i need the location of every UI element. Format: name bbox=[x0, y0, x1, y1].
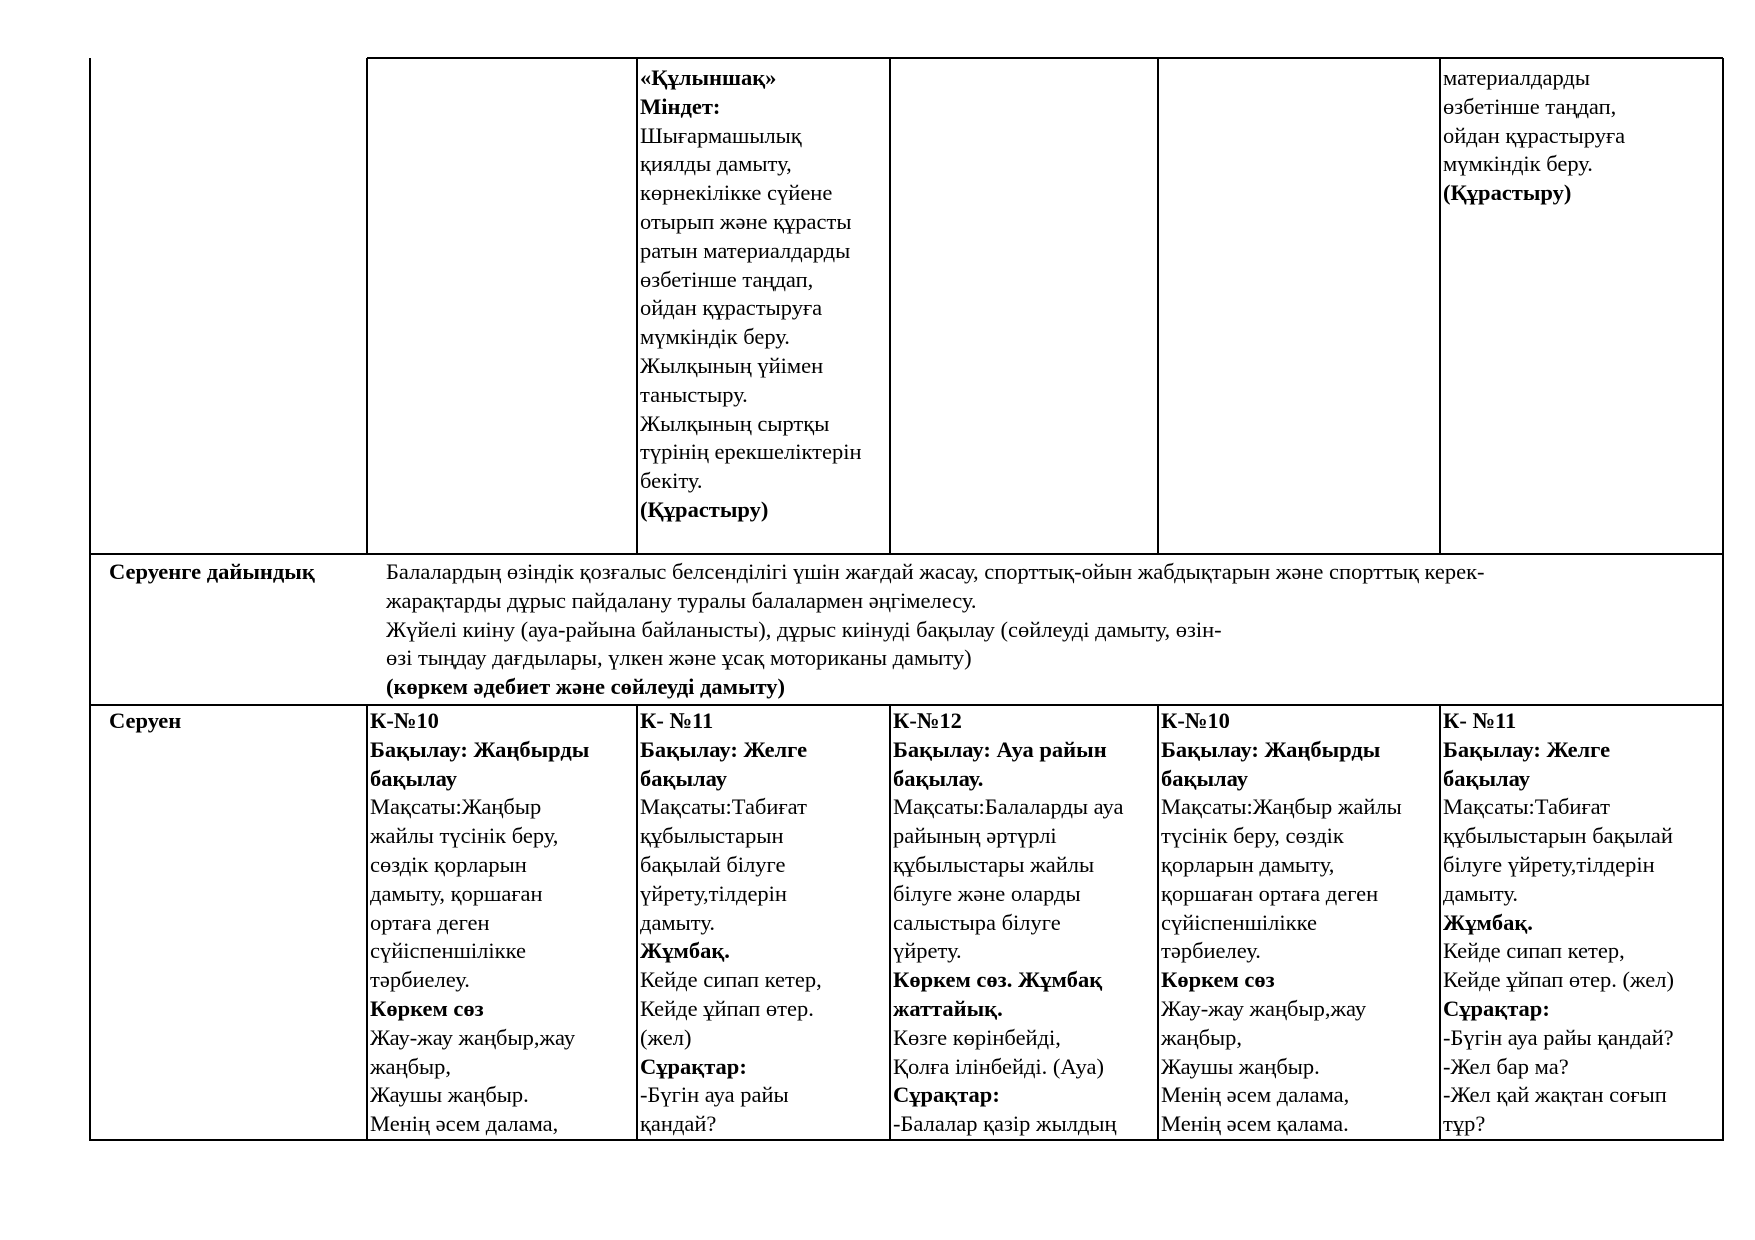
cell-text-line: бақылау bbox=[1161, 765, 1249, 791]
cell-text-line: ортаға деген bbox=[370, 909, 490, 935]
cell-text-line: қоршаған ортаға деген bbox=[1161, 880, 1379, 906]
cell-walk-prep-text bbox=[386, 558, 1485, 702]
cell-text-line: Жылқының сыртқы bbox=[640, 410, 830, 436]
cell-text-line: Жаушы жаңбыр. bbox=[370, 1082, 529, 1108]
cell-text-line: түсінік беру, сөздік bbox=[1161, 823, 1344, 849]
cell-text-line: жаңбыр, bbox=[370, 1053, 452, 1079]
cell-text-line: Жау-жау жаңбыр,жау bbox=[1161, 995, 1367, 1021]
cell-text-line: -Балалар қазір жылдың bbox=[893, 1111, 1117, 1137]
cell-text-line: Мақсаты:Жаңбыр bbox=[370, 794, 542, 820]
cell-text-line: К- №11 bbox=[1443, 708, 1517, 733]
cell-text-line: жаттайық. bbox=[893, 995, 1003, 1021]
cell-text-line: ойдан құрастыруға bbox=[1443, 122, 1626, 148]
cell-text-line: материалдарды bbox=[1443, 65, 1590, 90]
cell-text-line: түрінің ерекшеліктерін bbox=[640, 439, 862, 465]
cell-day-5-activity bbox=[1443, 64, 1625, 208]
cell-text-line: Бақылау: Желге bbox=[1443, 736, 1611, 762]
cell-text-line: -Бүгін ауа райы қандай? bbox=[1443, 1024, 1674, 1050]
cell-walk-day-5 bbox=[1443, 707, 1674, 1139]
cell-text-line: «Құлыншақ» bbox=[640, 65, 777, 90]
cell-text-line: Кейде сипап кетер, bbox=[1443, 938, 1625, 964]
cell-text-line: -Жел қай жақтан соғып bbox=[1443, 1082, 1667, 1108]
cell-text-line: Сұрақтар: bbox=[640, 1053, 747, 1079]
cell-text-line: Қолға ілінбейді. (Ауа) bbox=[893, 1053, 1104, 1079]
cell-text-line: (Құрастыру) bbox=[640, 496, 769, 522]
column-divider bbox=[889, 58, 891, 554]
cell-text-line: Көркем сөз bbox=[1161, 967, 1275, 993]
cell-text-line: отырып және құрасты bbox=[640, 208, 852, 234]
cell-text-line: білуге үйрету,тілдерін bbox=[1443, 851, 1655, 877]
cell-text-line: Мақсаты:Табиғат bbox=[1443, 794, 1610, 820]
cell-text-line: сүйіспеншілікке bbox=[1161, 909, 1317, 935]
cell-text-line: Менің әсем далама, bbox=[1161, 1082, 1350, 1108]
cell-text-line: дамыту. bbox=[640, 909, 715, 935]
cell-text-line: бақылау. bbox=[893, 765, 984, 791]
column-divider bbox=[636, 58, 638, 554]
cell-text-line: Жұмбақ. bbox=[1443, 909, 1533, 935]
cell-text-line: ойдан құрастыруға bbox=[640, 295, 823, 321]
cell-text-line: бақылау bbox=[640, 765, 728, 791]
row-label-walk-prep: Серуенге дайындық bbox=[109, 559, 315, 584]
cell-text-line: (жел) bbox=[640, 1024, 692, 1050]
column-divider bbox=[889, 705, 891, 1140]
cell-text-line: өзбетінше таңдап, bbox=[1443, 93, 1617, 119]
cell-text-line: (көркем әдебиет және сөйлеуді дамыту) bbox=[386, 674, 786, 700]
cell-text-line: К-№10 bbox=[1161, 708, 1230, 733]
cell-text-line: Көркем сөз. Жұмбақ bbox=[893, 967, 1103, 993]
row-divider bbox=[90, 553, 1723, 555]
table-bottom-border bbox=[89, 1139, 1724, 1141]
cell-text-line: Мақсаты:Балаларды ауа bbox=[893, 794, 1124, 820]
cell-text-line: мүмкіндік беру. bbox=[1443, 151, 1593, 177]
cell-text-line: Бақылау: Жаңбырды bbox=[370, 736, 590, 762]
cell-text-line: Балалардың өзіндік қозғалыс белсенділігі үшін жағдай жасау, спорттық-ойын жабдықтарын және спорттық керек- bbox=[386, 559, 1485, 584]
cell-text-line: өзбетінше таңдап, bbox=[640, 266, 814, 292]
column-divider bbox=[1439, 705, 1441, 1140]
cell-text-line: тұр? bbox=[1443, 1111, 1486, 1137]
cell-text-line: Кейде ұйпап өтер. (жел) bbox=[1443, 967, 1674, 993]
cell-text-line: жарақтарды дұрыс пайдалану туралы балалармен әңгімелесу. bbox=[386, 587, 977, 613]
cell-text-line: Жұмбақ. bbox=[640, 938, 730, 964]
cell-text-line: бақылай білуге bbox=[640, 851, 786, 877]
cell-text-line: Бақылау: Желге bbox=[640, 736, 808, 762]
cell-text-line: қандай? bbox=[640, 1111, 717, 1137]
cell-text-line: сүйіспеншілікке bbox=[370, 938, 526, 964]
cell-text-line: Жылқының үйімен bbox=[640, 352, 824, 378]
cell-text-line: ратын материалдарды bbox=[640, 237, 851, 263]
cell-text-line: құбылыстары жайлы bbox=[893, 851, 1095, 877]
column-divider bbox=[636, 705, 638, 1140]
cell-text-line: дамыту. bbox=[1443, 880, 1518, 906]
column-divider bbox=[366, 705, 368, 1140]
cell-text-line: білуге және оларды bbox=[893, 880, 1081, 906]
cell-text-line: Жау-жау жаңбыр,жау bbox=[370, 1024, 576, 1050]
cell-text-line: дамыту, қоршаған bbox=[370, 880, 543, 906]
cell-text-line: бақылау bbox=[1443, 765, 1531, 791]
cell-text-line: Бақылау: Ауа райын bbox=[893, 736, 1107, 762]
column-divider bbox=[1157, 58, 1159, 554]
cell-text-line: -Бүгін ауа райы bbox=[640, 1082, 789, 1108]
cell-text-line: К-№10 bbox=[370, 708, 439, 733]
cell-text-line: салыстыра білуге bbox=[893, 909, 1061, 935]
cell-day-2-activity bbox=[640, 64, 861, 525]
cell-text-line: жаңбыр, bbox=[1161, 1024, 1243, 1050]
cell-text-line: сөздік қорларын bbox=[370, 851, 527, 877]
cell-text-line: көрнекілікке сүйене bbox=[640, 180, 833, 206]
cell-text-line: Мақсаты:Табиғат bbox=[640, 794, 807, 820]
cell-text-line: райының әртүрлі bbox=[893, 823, 1057, 849]
cell-text-line: Міндет: bbox=[640, 93, 721, 119]
cell-walk-day-3 bbox=[893, 707, 1123, 1139]
cell-text-line: тәрбиелеу. bbox=[1161, 938, 1261, 964]
column-divider bbox=[1439, 58, 1441, 554]
column-divider bbox=[366, 58, 368, 554]
cell-text-line: Кейде ұйпап өтер. bbox=[640, 995, 814, 1021]
table-right-border bbox=[1722, 58, 1724, 1141]
cell-text-line: өзі тыңдау дағдылары, үлкен және ұсақ моториканы дамыту) bbox=[386, 645, 972, 671]
cell-text-line: Жаушы жаңбыр. bbox=[1161, 1053, 1320, 1079]
cell-text-line: жайлы түсінік беру, bbox=[370, 823, 559, 849]
row-label-walk: Серуен bbox=[109, 708, 182, 733]
cell-text-line: мүмкіндік беру. bbox=[640, 324, 790, 350]
table-left-border bbox=[89, 58, 91, 1141]
cell-walk-day-1 bbox=[370, 707, 589, 1139]
cell-walk-day-4 bbox=[1161, 707, 1402, 1139]
table-top-border bbox=[367, 57, 1723, 59]
row-divider bbox=[90, 704, 1723, 706]
cell-text-line: қорларын дамыту, bbox=[1161, 851, 1335, 877]
cell-text-line: Менің әсем далама, bbox=[370, 1111, 559, 1137]
cell-text-line: Кейде сипап кетер, bbox=[640, 967, 822, 993]
cell-walk-day-2 bbox=[640, 707, 822, 1139]
column-divider bbox=[1157, 705, 1159, 1140]
cell-text-line: Мақсаты:Жаңбыр жайлы bbox=[1161, 794, 1402, 820]
cell-text-line: бақылау bbox=[370, 765, 458, 791]
cell-text-line: К-№12 bbox=[893, 708, 962, 733]
cell-text-line: Жүйелі киіну (ауа-райына байланысты), дұрыс киінуді бақылау (сөйлеуді дамыту, өзін- bbox=[386, 616, 1222, 642]
cell-text-line: үйрету. bbox=[893, 938, 962, 964]
cell-text-line: Бақылау: Жаңбырды bbox=[1161, 736, 1381, 762]
cell-text-line: Менің әсем қалама. bbox=[1161, 1111, 1349, 1137]
cell-text-line: тәрбиелеу. bbox=[370, 967, 470, 993]
cell-text-line: Сұрақтар: bbox=[893, 1082, 1000, 1108]
cell-text-line: Шығармашылық bbox=[640, 122, 802, 148]
cell-text-line: (Құрастыру) bbox=[1443, 180, 1572, 206]
cell-text-line: таныстыру. bbox=[640, 381, 748, 407]
cell-text-line: бекіту. bbox=[640, 468, 703, 494]
cell-text-line: Сұрақтар: bbox=[1443, 995, 1550, 1021]
cell-text-line: құбылыстарын bbox=[640, 823, 784, 849]
cell-text-line: құбылыстарын бақылай bbox=[1443, 823, 1673, 849]
cell-text-line: К- №11 bbox=[640, 708, 714, 733]
cell-text-line: Көзге көрінбейді, bbox=[893, 1024, 1061, 1050]
cell-text-line: қиялды дамыту, bbox=[640, 151, 792, 177]
cell-text-line: Көркем сөз bbox=[370, 995, 484, 1021]
cell-text-line: үйрету,тілдерін bbox=[640, 880, 787, 906]
cell-text-line: -Жел бар ма? bbox=[1443, 1053, 1569, 1079]
